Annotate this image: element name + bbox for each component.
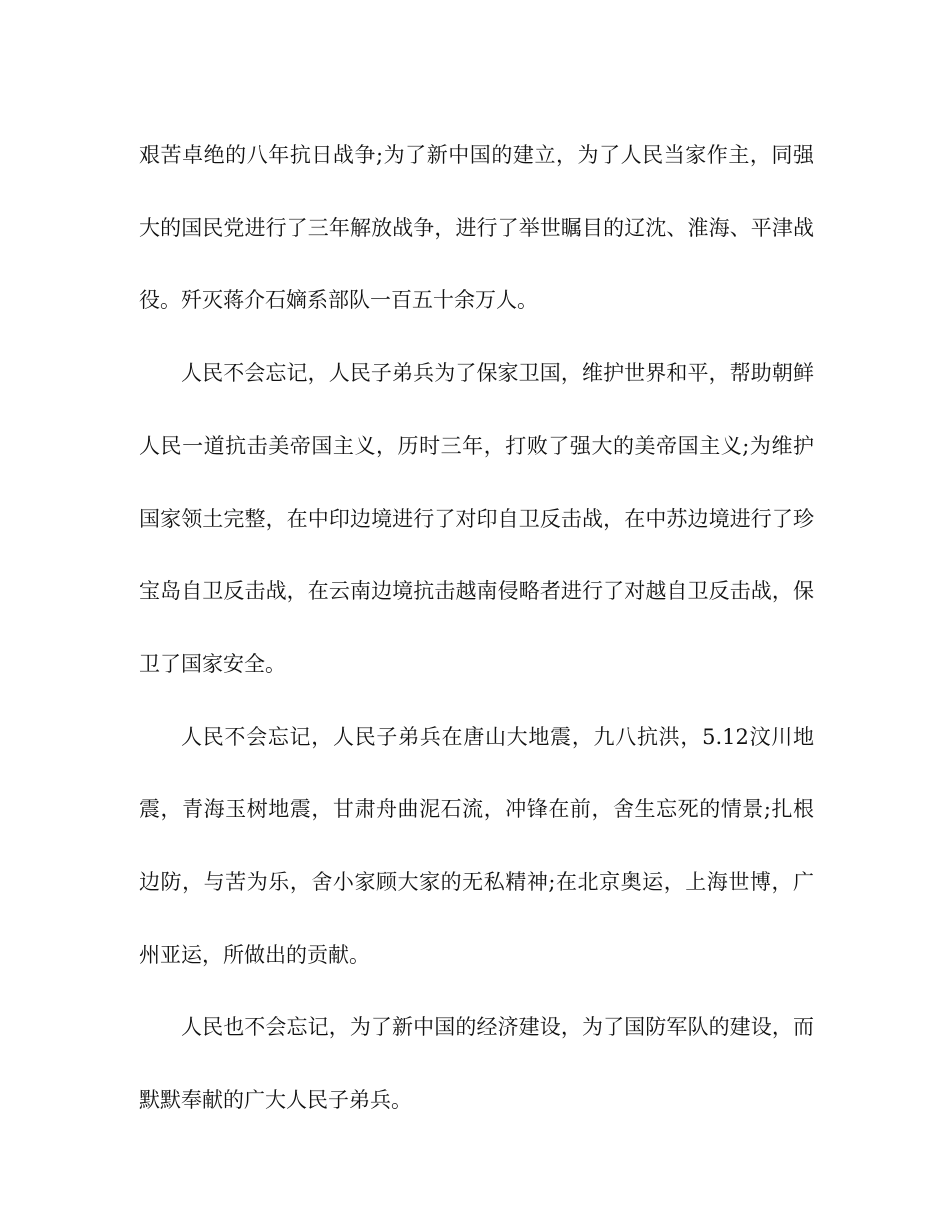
document-body [139, 119, 814, 1137]
paragraph-1: 艰苦卓绝的八年抗日战争;为了新中国的建立，为了人民当家作主，同强大的国民党进行了三年解放战争，进行了举世瞩目的辽沈、淮海、平津战役。歼灭蒋介石嫡系部队一百五十余万人。 [139, 143, 814, 313]
paragraph-3: 人民不会忘记，人民子弟兵在唐山大地震，九八抗洪，5.12汶川地震，青海玉树地震，甘肃舟曲泥石流，冲锋在前，舍生忘死的情景;扎根边防，与苦为乐，舍小家顾大家的无私精神;在北京奥运，上海世博，广州亚运，所做出的贡献。 [139, 724, 814, 967]
paragraph-2: 人民不会忘记，人民子弟兵为了保家卫国，维护世界和平，帮助朝鲜人民一道抗击美帝国主义，历时三年，打败了强大的美帝国主义;为维护国家领土完整，在中印边境进行了对印自卫反击战，在中苏边境进行了珍宝岛自卫反击战，在云南边境抗击越南侵略者进行了对越自卫反击战，保卫了国家安全。 [139, 361, 814, 676]
paragraph-4: 人民也不会忘记，为了新中国的经济建设，为了国防军队的建设，而默默奉献的广大人民子弟兵。 [139, 1015, 814, 1113]
